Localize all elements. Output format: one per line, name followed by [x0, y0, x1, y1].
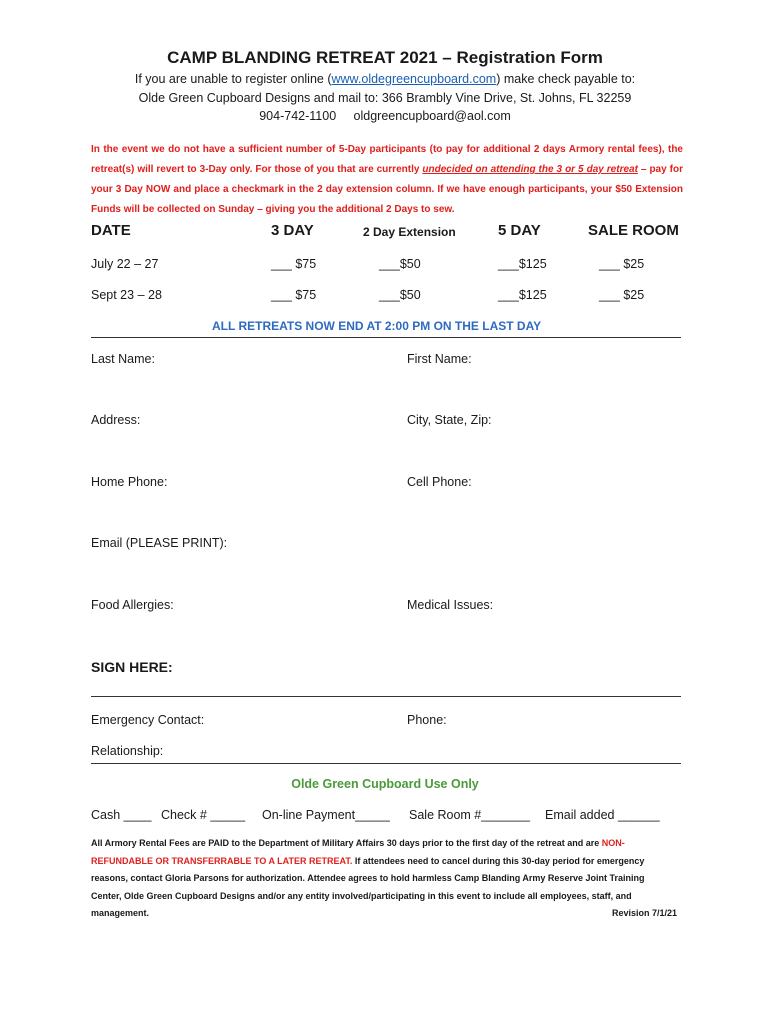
row-extension[interactable]: ___$50	[379, 288, 421, 302]
row-date: July 22 – 27	[91, 257, 159, 271]
row-5day[interactable]: ___$125	[498, 288, 547, 302]
col-saleroom-header: SALE ROOM	[588, 222, 679, 239]
contact-email: oldgreencupboard@aol.com	[353, 109, 511, 123]
retreat-end-note: ALL RETREATS NOW END AT 2:00 PM ON THE LAST DAY	[212, 319, 542, 333]
footer-nonrefundable: NON-REFUNDABLE OR TRANSFERRABLE TO A LATER RETREAT.	[91, 838, 625, 866]
intro-after: ) make check payable to:	[496, 72, 636, 86]
office-use-title: Olde Green Cupboard Use Only	[291, 777, 479, 791]
check-field[interactable]: Check # _____	[161, 808, 246, 822]
sign-here-label: SIGN HERE:	[91, 659, 173, 675]
cell-phone-field[interactable]: Cell Phone:	[407, 475, 472, 489]
home-phone-field[interactable]: Home Phone:	[91, 475, 168, 489]
col-date-header: DATE	[91, 222, 131, 239]
notice-part2: – pay for your 3 Day NOW and place a checkmark in the 2 day extension column. If we have enough participants, your $50 Extension Funds will be collected on Sunday – giving you the additional 2 Days to sew.	[91, 164, 683, 215]
website-link[interactable]: www.oldegreencupboard.com	[331, 72, 497, 86]
first-name-field[interactable]: First Name:	[407, 352, 472, 366]
city-state-zip-field[interactable]: City, State, Zip:	[407, 413, 492, 427]
row-5day[interactable]: ___$125	[498, 257, 547, 271]
col-extension-header: 2 Day Extension	[363, 225, 456, 239]
email-field[interactable]: Email (PLEASE PRINT):	[91, 536, 228, 550]
form-title: CAMP BLANDING RETREAT 2021 – Registration Form	[167, 48, 603, 67]
row-date: Sept 23 – 28	[91, 288, 162, 302]
email-added-field[interactable]: Email added ______	[545, 808, 660, 822]
col-5day-header: 5 DAY	[498, 222, 541, 239]
intro-line	[0, 72, 770, 86]
contact-line	[0, 109, 770, 123]
row-extension[interactable]: ___$50	[379, 257, 421, 271]
row-saleroom[interactable]: ___ $25	[599, 288, 645, 302]
contact-phone: 904-742-1100	[259, 109, 337, 123]
row-3day[interactable]: ___ $75	[271, 288, 317, 302]
intro-before: If you are unable to register online (	[134, 72, 332, 86]
mailing-address: Olde Green Cupboard Designs and mail to: 366 Brambly Vine Drive, St. Johns, FL 32259	[138, 91, 632, 105]
address-field[interactable]: Address:	[91, 413, 141, 427]
online-payment-field[interactable]: On-line Payment_____	[262, 808, 390, 822]
sale-room-number-field[interactable]: Sale Room #_______	[409, 808, 530, 822]
food-allergies-field[interactable]: Food Allergies:	[91, 598, 174, 612]
row-saleroom[interactable]: ___ $25	[599, 257, 645, 271]
relationship-field[interactable]: Relationship:	[91, 744, 164, 758]
notice-part1: In the event we do not have a sufficient number of 5-Day participants (to pay for additional 2 days Armory rental fees), the retreat(s) will revert to 3-Day only. For those of you that are currently	[91, 144, 683, 175]
col-3day-header: 3 DAY	[271, 222, 314, 239]
row-3day[interactable]: ___ $75	[271, 257, 317, 271]
notice-emphasis: undecided on attending the 3 or 5 day retreat	[422, 164, 638, 175]
terms-footer	[91, 835, 677, 923]
divider	[91, 763, 681, 764]
cash-field[interactable]: Cash ____	[91, 808, 152, 822]
medical-issues-field[interactable]: Medical Issues:	[407, 598, 494, 612]
emergency-contact-field[interactable]: Emergency Contact:	[91, 713, 205, 727]
last-name-field[interactable]: Last Name:	[91, 352, 155, 366]
extension-notice	[91, 140, 683, 220]
signature-line[interactable]	[91, 696, 681, 697]
footer-part1: All Armory Rental Fees are PAID to the Department of Military Affairs 30 days prior to the first day of the retreat and are	[91, 838, 602, 848]
divider	[91, 337, 681, 338]
revision-date: Revision 7/1/21	[611, 908, 677, 918]
footer-part2: If attendees need to cancel during this 30-day period for emergency reasons, contact Gloria Parsons for authorization. Attendee agrees to hold harmless Camp Blanding Army Reserve Joint Training Center, Olde Green Cupboard Designs and/or any entity involved/participating in this event to include all employees, staff, and management.	[91, 855, 645, 918]
emergency-phone-field[interactable]: Phone:	[407, 713, 447, 727]
